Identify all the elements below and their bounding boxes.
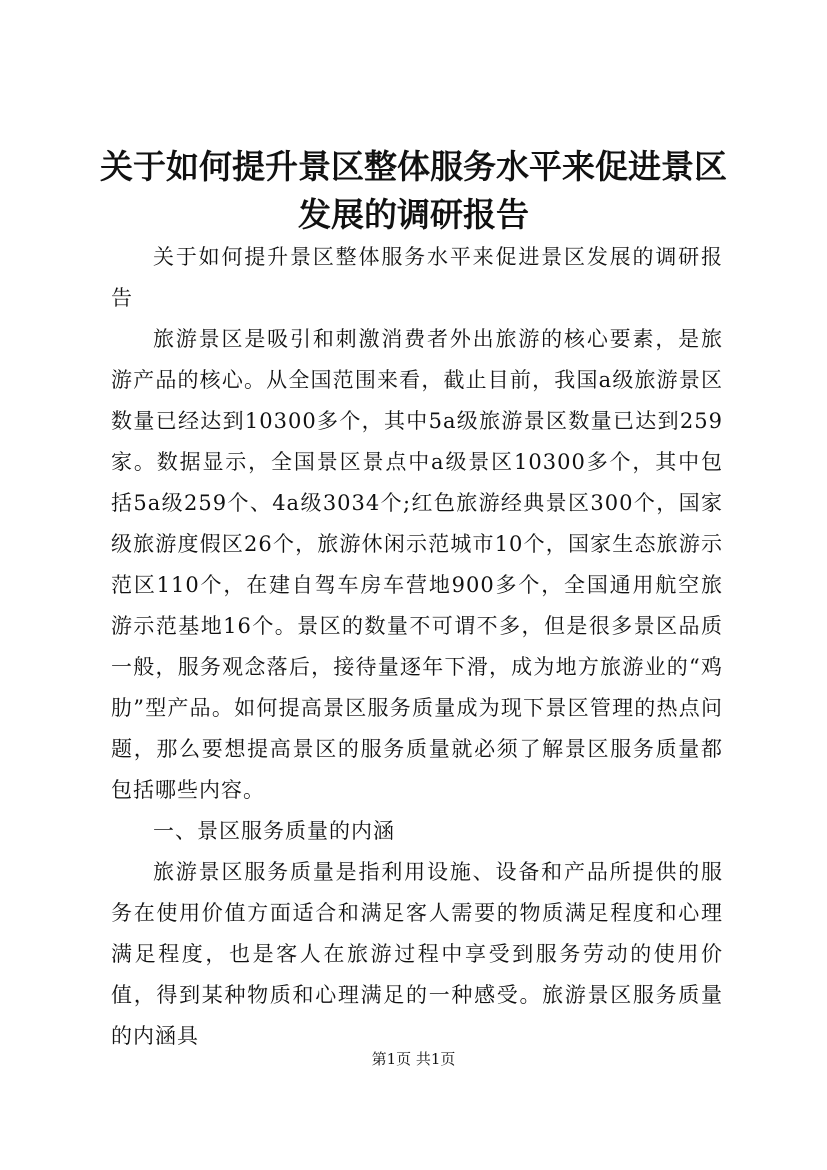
document-body [111,237,723,1057]
section-heading-service-quality: 一、景区服务质量的内涵 [153,819,395,843]
page-footer: 第1页 共1页 [371,1050,456,1068]
paragraph-report-heading: 关于如何提升景区整体服务水平来促进景区发展的调研报告 [111,245,723,310]
paragraph-introduction: 旅游景区是吸引和刺激消费者外出旅游的核心要素，是旅游产品的核心。从全国范围来看，截止目前，我国a级旅游景区数量已经达到10300多个，其中5a级旅游景区数量已达到259家。数据显示，全国景区景点中a级景区10300多个，其中包括5a级259个、4a级3034个;红色旅游经典景区300个，国家级旅游度假区26个，旅游休闲示范城市10个，国家生态旅游示范区110个，在建自驾车房车营地900多个，全国通用航空旅游示范基地16个。景区的数量不可谓不多，但是很多景区品质一般，服务观念落后，接待量逐年下滑，成为地方旅游业的“鸡肋”型产品。如何提高景区服务质量成为现下景区管理的热点问题，那么要想提高景区的服务质量就必须了解景区服务质量都包括哪些内容。 [111,327,723,802]
paragraph-service-quality: 旅游景区服务质量是指利用设施、设备和产品所提供的服务在使用价值方面适合和满足客人需要的物质满足程度和心理满足程度，也是客人在旅游过程中享受到服务劳动的使用价值，得到某种物质和心理满足的一种感受。旅游景区服务质量的内涵具 [111,860,723,1048]
document-title: 关于如何提升景区整体服务水平来促进景区发展的调研报告 [100,147,727,234]
